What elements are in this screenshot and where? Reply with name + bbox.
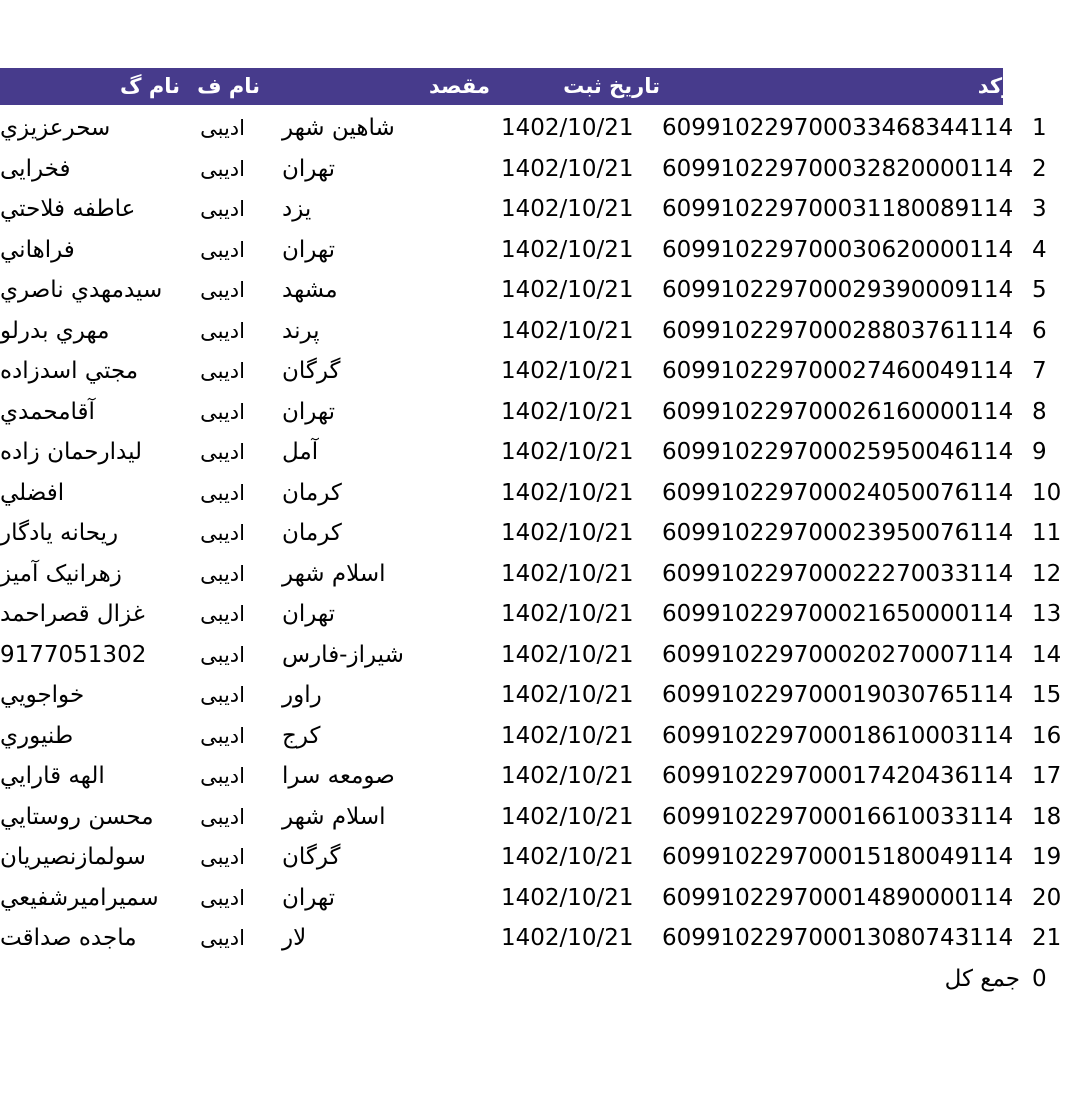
cell-barcode: 609910229700016610033114 (662, 803, 1014, 830)
cell-barcode: 609910229700018610003114 (662, 722, 1014, 749)
cell-radif: 12 (1032, 560, 1062, 587)
table-row[interactable] (0, 311, 1080, 352)
table-row[interactable] (0, 554, 1080, 595)
cell-date: 1402/10/21 (501, 479, 634, 506)
cell-radif: 15 (1032, 682, 1062, 708)
cell-destination: کرج (282, 722, 321, 749)
cell-destination: مشهد (282, 277, 338, 303)
cell-radif: 16 (1032, 722, 1062, 749)
total-label: جمع کل (944, 965, 1020, 992)
cell-name-g: سیدمهدي ناصري (0, 277, 163, 303)
cell-destination: لار (282, 925, 307, 951)
cell-date: 1402/10/21 (501, 115, 634, 141)
cell-destination: تهران (282, 155, 335, 182)
cell-date: 1402/10/21 (501, 601, 634, 627)
cell-radif: 1 (1032, 115, 1047, 141)
cell-name-g: سمیرامیرشفیعي (0, 884, 159, 911)
cell-destination: اسلام شهر (282, 560, 386, 587)
cell-barcode: 609910229700021650000114 (662, 601, 1014, 627)
table-row[interactable] (0, 473, 1080, 514)
cell-radif: 19 (1032, 844, 1062, 870)
cell-name-g: غزال قصراحمد (0, 601, 145, 627)
cell-barcode: 609910229700023950076114 (662, 520, 1014, 546)
cell-name-g: الهه قارایي (0, 763, 105, 789)
table-row[interactable] (0, 837, 1080, 878)
cell-barcode: 609910229700015180049114 (662, 844, 1014, 870)
table-row[interactable] (0, 189, 1080, 230)
cell-name-g: لیدارحمان زاده (0, 439, 143, 465)
cell-date: 1402/10/21 (501, 803, 634, 830)
cell-date: 1402/10/21 (501, 236, 634, 263)
cell-barcode: 609910229700030620000114 (662, 236, 1014, 263)
cell-destination: تهران (282, 398, 335, 425)
cell-destination: آمل (282, 439, 319, 465)
cell-name-g: ریحانه یادگار (0, 520, 119, 546)
cell-name-f: ادیبی (200, 602, 245, 626)
cell-name-g: سحرعزیزي (0, 115, 111, 141)
cell-barcode: 609910229700019030765114 (662, 682, 1014, 708)
cell-name-g: زهرانیک آمیز (0, 560, 122, 587)
cell-name-g: طنیوري (0, 722, 74, 749)
column-header-radif: ف (1053, 74, 1078, 98)
cell-date: 1402/10/21 (501, 722, 634, 749)
cell-barcode: 609910229700020270007114 (662, 641, 1014, 668)
cell-date: 1402/10/21 (501, 884, 634, 911)
cell-name-f: ادیبی (200, 804, 245, 829)
cell-radif: 8 (1032, 398, 1047, 425)
cell-radif: 17 (1032, 763, 1062, 789)
cell-date: 1402/10/21 (501, 317, 634, 344)
table-row[interactable] (0, 149, 1080, 190)
cell-name-g: فخرایی (0, 155, 71, 182)
total-radif: 0 (1032, 965, 1047, 992)
cell-destination: راور (282, 682, 322, 708)
cell-destination: کرمان (282, 479, 342, 506)
cell-destination: اسلام شهر (282, 803, 386, 830)
column-header-name-f: نام ف (197, 74, 260, 98)
cell-name-f: ادیبی (200, 683, 245, 707)
cell-destination: یزد (282, 196, 312, 222)
cell-radif: 18 (1032, 803, 1062, 830)
cell-date: 1402/10/21 (501, 925, 634, 951)
table-row[interactable] (0, 594, 1080, 635)
cell-destination: شاهین شهر (282, 115, 395, 141)
cell-destination: تهران (282, 236, 335, 263)
cell-barcode: 609910229700031180089114 (662, 196, 1014, 222)
cell-name-f: ادیبی (200, 399, 245, 424)
cell-radif: 14 (1032, 641, 1062, 668)
column-header-barcode: بارکد (977, 74, 1030, 98)
cell-barcode: 609910229700025950046114 (662, 439, 1014, 465)
cell-name-g: ماجده صداقت (0, 925, 137, 951)
cell-radif: 9 (1032, 439, 1047, 465)
cell-barcode: 609910229700028803761114 (662, 317, 1014, 344)
cell-date: 1402/10/21 (501, 196, 634, 222)
cell-date: 1402/10/21 (501, 277, 634, 303)
cell-destination: تهران (282, 601, 335, 627)
cell-name-g: مهري بدرلو (0, 317, 110, 344)
table-total-row (0, 959, 1080, 1000)
cell-radif: 3 (1032, 196, 1047, 222)
cell-destination: گرگان (282, 844, 341, 870)
cell-radif: 13 (1032, 601, 1062, 627)
cell-date: 1402/10/21 (501, 844, 634, 870)
cell-radif: 2 (1032, 155, 1047, 182)
cell-name-f: ادیبی (200, 885, 245, 910)
cell-date: 1402/10/21 (501, 763, 634, 789)
table-row[interactable] (0, 270, 1080, 311)
cell-name-f: ادیبی (200, 480, 245, 505)
cell-destination: شیراز-فارس (282, 641, 404, 668)
cell-name-f: ادیبی (200, 116, 245, 140)
cell-destination: کرمان (282, 520, 342, 546)
cell-name-f: ادیبی (200, 521, 245, 545)
table-row[interactable] (0, 675, 1080, 716)
cell-name-g: خواجویي (0, 682, 85, 708)
cell-date: 1402/10/21 (501, 439, 634, 465)
cell-name-g: 9177051302 (0, 641, 147, 668)
table-row[interactable] (0, 756, 1080, 797)
cell-radif: 7 (1032, 358, 1047, 384)
cell-name-f: ادیبی (200, 318, 245, 343)
cell-name-f: ادیبی (200, 845, 245, 869)
cell-barcode: 609910229700029390009114 (662, 277, 1014, 303)
table-row[interactable] (0, 797, 1080, 838)
cell-name-f: ادیبی (200, 723, 245, 748)
cell-barcode: 609910229700014890000114 (662, 884, 1014, 911)
cell-name-f: ادیبی (200, 156, 245, 181)
cell-name-g: مجتي اسدزاده (0, 358, 139, 384)
cell-barcode: 609910229700033468344114 (662, 115, 1014, 141)
cell-name-f: ادیبی (200, 764, 245, 788)
table-row[interactable] (0, 432, 1080, 473)
cell-name-f: ادیبی (200, 440, 245, 464)
cell-barcode: 609910229700013080743114 (662, 925, 1014, 951)
cell-barcode: 609910229700026160000114 (662, 398, 1014, 425)
cell-barcode: 609910229700027460049114 (662, 358, 1014, 384)
column-header-destination: مقصد (429, 74, 490, 98)
cell-destination: صومعه سرا (282, 763, 395, 789)
cell-date: 1402/10/21 (501, 358, 634, 384)
cell-barcode: 609910229700032820000114 (662, 155, 1014, 182)
table-row[interactable] (0, 392, 1080, 433)
cell-date: 1402/10/21 (501, 560, 634, 587)
cell-destination: تهران (282, 884, 335, 911)
cell-name-f: ادیبی (200, 359, 245, 383)
cell-date: 1402/10/21 (501, 398, 634, 425)
cell-name-f: ادیبی (200, 926, 245, 950)
table-row[interactable] (0, 351, 1080, 392)
cell-name-g: فراهاني (0, 236, 75, 263)
cell-name-f: ادیبی (200, 197, 245, 221)
table-row[interactable] (0, 635, 1080, 676)
cell-barcode: 609910229700017420436114 (662, 763, 1014, 789)
cell-name-g: محسن روستایي (0, 803, 154, 830)
table-row[interactable] (0, 108, 1080, 149)
cell-radif: 4 (1032, 236, 1047, 263)
cell-destination: گرگان (282, 358, 341, 384)
cell-name-f: ادیبی (200, 561, 245, 586)
cell-name-f: ادیبی (200, 237, 245, 262)
table-row[interactable] (0, 513, 1080, 554)
cell-radif: 6 (1032, 317, 1047, 344)
table-row[interactable] (0, 230, 1080, 271)
cell-name-g: عاطفه فلاحتي (0, 196, 136, 222)
table-row[interactable] (0, 878, 1080, 919)
table-row[interactable] (0, 918, 1080, 959)
column-header-date: تاریخ ثبت (563, 74, 660, 98)
cell-radif: 20 (1032, 884, 1062, 911)
cell-name-g: سولمازنصیریان (0, 844, 146, 870)
cell-radif: 21 (1032, 925, 1062, 951)
cell-radif: 11 (1032, 520, 1062, 546)
cell-barcode: 609910229700022270033114 (662, 560, 1014, 587)
cell-destination: پرند (282, 317, 320, 344)
cell-name-f: ادیبی (200, 642, 245, 667)
cell-date: 1402/10/21 (501, 155, 634, 182)
cell-barcode: 609910229700024050076114 (662, 479, 1014, 506)
table-row[interactable] (0, 716, 1080, 757)
cell-radif: 5 (1032, 277, 1047, 303)
cell-date: 1402/10/21 (501, 641, 634, 668)
cell-name-g: افضلي (0, 479, 65, 506)
cell-name-g: آقامحمدي (0, 398, 95, 425)
cell-radif: 10 (1032, 479, 1062, 506)
cell-date: 1402/10/21 (501, 682, 634, 708)
cell-name-f: ادیبی (200, 278, 245, 302)
column-header-name-g: نام گ (120, 74, 180, 98)
cell-date: 1402/10/21 (501, 520, 634, 546)
